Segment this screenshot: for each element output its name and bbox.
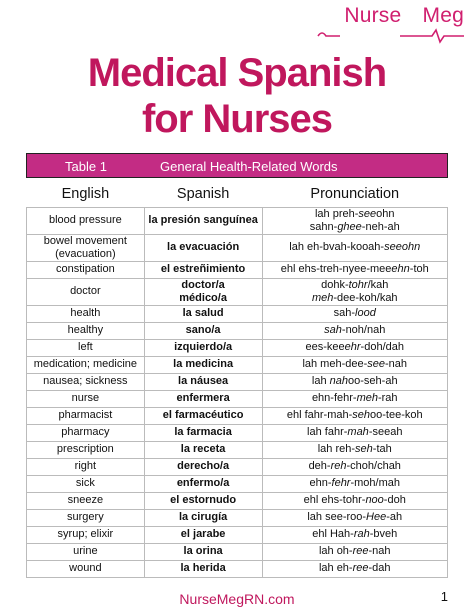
english-cell-line: left xyxy=(78,341,93,354)
english-cell-line: sick xyxy=(75,477,95,490)
spanish-cell-line: la herida xyxy=(180,562,226,575)
vocabulary-table xyxy=(26,182,448,578)
pronunciation-cell xyxy=(262,373,448,390)
pronunciation-cell xyxy=(262,407,448,424)
table-row xyxy=(27,339,448,356)
pronunciation-cell xyxy=(262,234,448,261)
english-cell-line: prescription xyxy=(56,443,114,456)
table-row xyxy=(27,390,448,407)
spanish-cell xyxy=(144,424,262,441)
english-cell xyxy=(27,390,145,407)
english-cell xyxy=(27,305,145,322)
heartbeat-icon xyxy=(316,28,466,44)
pronunciation-cell xyxy=(262,509,448,526)
pronunciation-cell-line: lah oh-ree-nah xyxy=(318,545,391,558)
table-row xyxy=(27,261,448,278)
title-line-1: Medical Spanish xyxy=(87,51,387,95)
table-number: Table 1 xyxy=(65,159,107,174)
spanish-cell-line: doctor/a xyxy=(181,279,225,291)
table-row xyxy=(27,458,448,475)
english-cell xyxy=(27,424,145,441)
english-cell xyxy=(27,407,145,424)
english-cell xyxy=(27,373,145,390)
spanish-cell-line: la receta xyxy=(180,443,226,456)
table-body xyxy=(27,207,448,577)
english-cell-line: pharmacist xyxy=(58,409,113,422)
english-cell-line: (evacuation) xyxy=(55,247,116,260)
pronunciation-cell xyxy=(262,207,448,234)
spanish-cell xyxy=(144,543,262,560)
pronunciation-cell xyxy=(262,322,448,339)
spanish-cell xyxy=(144,458,262,475)
english-cell xyxy=(27,207,145,234)
english-cell-line: pharmacy xyxy=(61,426,110,439)
table-row xyxy=(27,441,448,458)
pronunciation-cell xyxy=(262,441,448,458)
table-name: General Health-Related Words xyxy=(160,159,338,174)
english-cell xyxy=(27,543,145,560)
spanish-cell-line: derecho/a xyxy=(177,460,230,473)
spanish-cell-line: enfermera xyxy=(176,392,230,405)
spanish-cell xyxy=(144,373,262,390)
english-cell-line: syrup; elixir xyxy=(57,528,114,541)
spanish-cell-line: la presión sanguínea xyxy=(148,214,258,227)
english-cell-line: sneeze xyxy=(67,494,104,507)
table-row xyxy=(27,234,448,261)
table-row xyxy=(27,305,448,322)
pronunciation-cell xyxy=(262,475,448,492)
spanish-cell xyxy=(144,207,262,234)
pronunciation-cell-line: lah fahr-mah-seeah xyxy=(307,426,403,439)
pronunciation-cell-line: meh-dee-koh/kah xyxy=(311,291,398,304)
pronunciation-cell-line: ehl Hah-rah-bveh xyxy=(312,528,398,541)
title-line-2: for Nurses xyxy=(141,97,333,141)
pronunciation-cell-line: ees-keeehr-doh/dah xyxy=(305,341,404,354)
pronunciation-cell xyxy=(262,278,448,305)
table-row xyxy=(27,322,448,339)
spanish-cell xyxy=(144,234,262,261)
pronunciation-cell xyxy=(262,261,448,278)
pronunciation-cell-line: deh-reh-choh/chah xyxy=(308,460,401,473)
english-cell-line: urine xyxy=(73,545,98,558)
spanish-cell xyxy=(144,339,262,356)
logo-text: Nurse Meg xyxy=(344,4,464,27)
pronunciation-cell xyxy=(262,424,448,441)
english-cell-line: medication; medicine xyxy=(33,358,138,371)
spanish-cell xyxy=(144,390,262,407)
spanish-cell xyxy=(144,305,262,322)
spanish-cell-line: el estornudo xyxy=(170,494,237,507)
table-header-row xyxy=(27,182,448,207)
table-row xyxy=(27,424,448,441)
pronunciation-cell-line: sah-noh/nah xyxy=(324,324,386,337)
pronunciation-cell xyxy=(262,526,448,543)
pronunciation-cell-line: lah reh-seh-tah xyxy=(317,443,392,456)
spanish-cell-line: la cirugía xyxy=(178,511,228,524)
table-row xyxy=(27,207,448,234)
pronunciation-cell xyxy=(262,339,448,356)
pronunciation-cell xyxy=(262,543,448,560)
spanish-cell xyxy=(144,322,262,339)
english-cell xyxy=(27,278,145,305)
spanish-cell xyxy=(144,407,262,424)
table-row xyxy=(27,475,448,492)
table-row xyxy=(27,278,448,305)
english-cell-line: healthy xyxy=(67,324,104,337)
pronunciation-cell-line: lah eh-ree-dah xyxy=(318,562,391,575)
pronunciation-cell-line: sahn-ghee-neh-ah xyxy=(309,220,400,233)
spanish-cell-line: médico/a xyxy=(179,291,227,304)
english-cell xyxy=(27,322,145,339)
pronunciation-cell xyxy=(262,305,448,322)
spanish-cell-line: el farmacéutico xyxy=(162,409,244,422)
pronunciation-cell-line: ehl ehs-treh-nyee-meeehn-toh xyxy=(280,263,429,276)
pronunciation-cell xyxy=(262,458,448,475)
brand-logo xyxy=(316,4,466,44)
table-caption-bar xyxy=(26,153,448,178)
spanish-cell-line: la farmacia xyxy=(174,426,232,439)
english-cell-line: constipation xyxy=(56,263,115,276)
english-cell xyxy=(27,526,145,543)
spanish-cell xyxy=(144,560,262,577)
pronunciation-cell xyxy=(262,356,448,373)
spanish-cell-line: izquierdo/a xyxy=(174,341,233,354)
spanish-cell-line: la náusea xyxy=(178,375,229,388)
english-cell-line: blood pressure xyxy=(48,214,122,227)
pronunciation-cell-line: lah see-roo-Hee-ah xyxy=(307,511,403,524)
pronunciation-cell xyxy=(262,390,448,407)
english-cell xyxy=(27,509,145,526)
english-cell xyxy=(27,458,145,475)
english-cell-line: wound xyxy=(69,562,102,575)
column-header-english: English xyxy=(61,186,110,203)
spanish-cell-line: el jarabe xyxy=(180,528,226,541)
table-row xyxy=(27,509,448,526)
spanish-cell xyxy=(144,492,262,509)
spanish-cell-line: el estreñimiento xyxy=(160,263,246,276)
footer-site: NurseMegRN.com xyxy=(179,591,295,607)
table-row xyxy=(27,373,448,390)
english-cell-line: health xyxy=(70,307,101,320)
page-title xyxy=(0,50,474,142)
spanish-cell-line: la evacuación xyxy=(167,241,240,254)
pronunciation-cell-line: lah meh-dee-see-nah xyxy=(302,358,408,371)
spanish-cell-line: la salud xyxy=(182,307,224,320)
english-cell xyxy=(27,261,145,278)
english-cell xyxy=(27,356,145,373)
english-cell xyxy=(27,492,145,509)
pronunciation-cell xyxy=(262,492,448,509)
english-cell xyxy=(27,339,145,356)
pronunciation-cell-line: lah eh-bvah-kooah-seeohn xyxy=(289,241,421,254)
pronunciation-cell-line: sah-lood xyxy=(333,307,376,320)
spanish-cell-line: la orina xyxy=(183,545,223,558)
english-cell-line: right xyxy=(74,460,97,473)
english-cell xyxy=(27,475,145,492)
english-cell-line: surgery xyxy=(67,511,104,524)
column-header-spanish: Spanish xyxy=(176,186,230,203)
column-header-pronunciation: Pronunciation xyxy=(310,186,400,203)
english-cell-line: nausea; sickness xyxy=(43,375,128,388)
table-row xyxy=(27,407,448,424)
english-cell-line: bowel movement xyxy=(43,235,127,247)
table-row xyxy=(27,356,448,373)
spanish-cell xyxy=(144,278,262,305)
english-cell xyxy=(27,560,145,577)
spanish-cell xyxy=(144,441,262,458)
table-row xyxy=(27,526,448,543)
spanish-cell-line: enfermo/a xyxy=(176,477,230,490)
pronunciation-cell-line: dohk-tohr/kah xyxy=(321,279,389,291)
pronunciation-cell-line: lah preh-seeohn xyxy=(314,208,395,220)
english-cell xyxy=(27,441,145,458)
pronunciation-cell xyxy=(262,560,448,577)
table-row xyxy=(27,492,448,509)
spanish-cell xyxy=(144,356,262,373)
pronunciation-cell-line: ehn-fehr-moh/mah xyxy=(309,477,401,490)
page-number: 1 xyxy=(440,589,448,604)
table-row xyxy=(27,543,448,560)
spanish-cell-line: sano/a xyxy=(185,324,221,337)
english-cell xyxy=(27,234,145,261)
pronunciation-cell-line: ehn-fehr-meh-rah xyxy=(311,392,398,405)
spanish-cell xyxy=(144,526,262,543)
spanish-cell-line: la medicina xyxy=(173,358,234,371)
pronunciation-cell-line: lah nahoo-seh-ah xyxy=(311,375,398,388)
spanish-cell xyxy=(144,475,262,492)
spanish-cell xyxy=(144,261,262,278)
spanish-cell xyxy=(144,509,262,526)
table-row xyxy=(27,560,448,577)
pronunciation-cell-line: ehl fahr-mah-sehoo-tee-koh xyxy=(286,409,423,422)
english-cell-line: nurse xyxy=(71,392,100,405)
pronunciation-cell-line: ehl ehs-tohr-noo-doh xyxy=(303,494,406,507)
english-cell-line: doctor xyxy=(70,285,101,298)
